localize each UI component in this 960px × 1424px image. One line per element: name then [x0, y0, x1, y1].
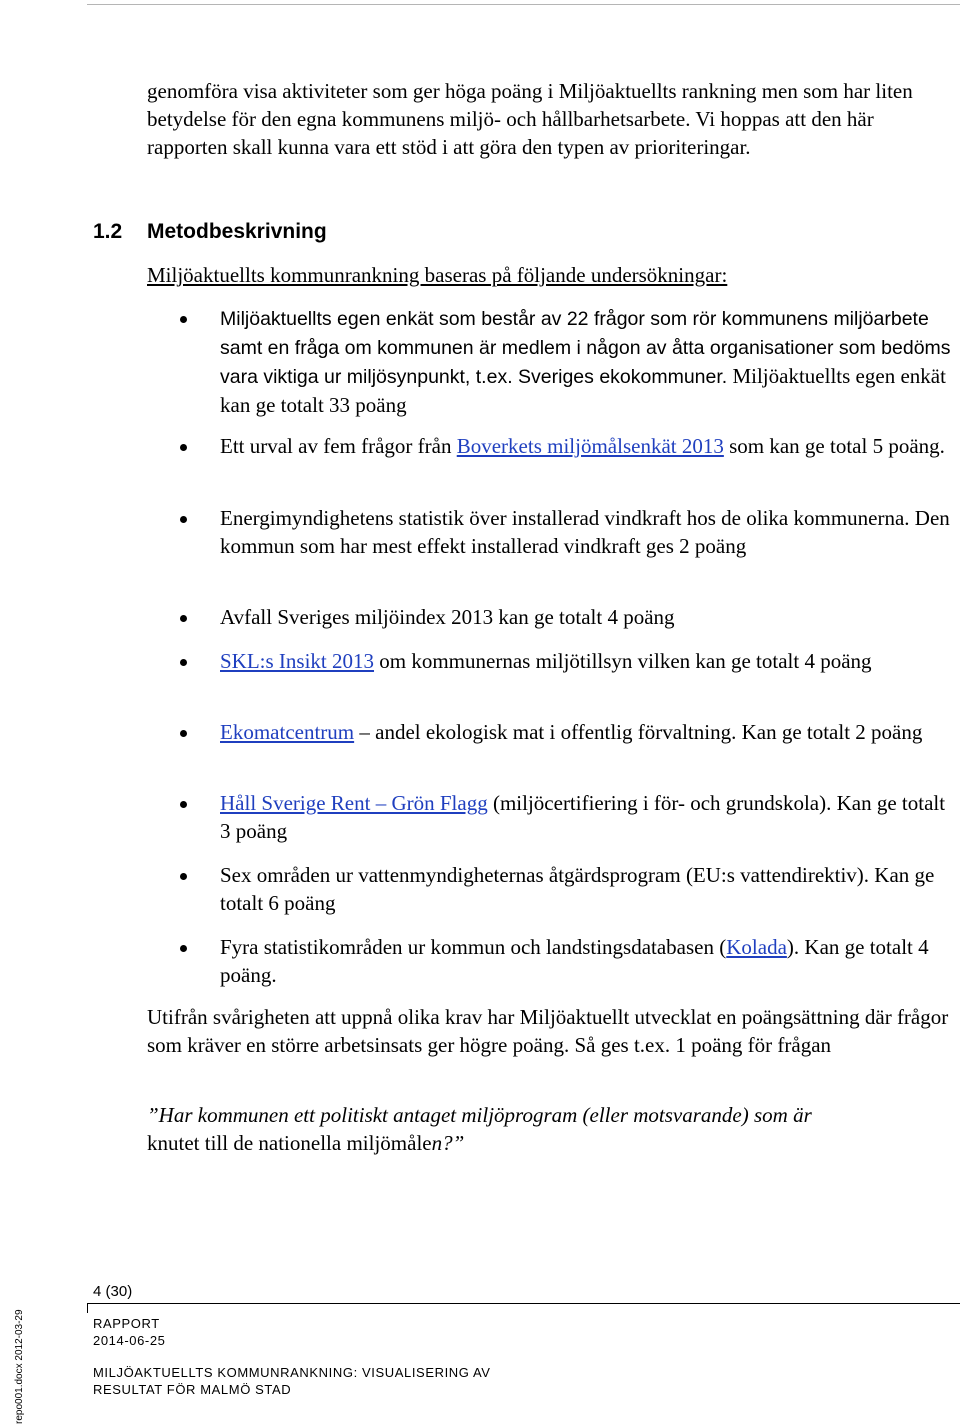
bullet-icon — [180, 873, 187, 880]
bullet-icon — [180, 945, 187, 952]
bullet-icon — [180, 316, 187, 323]
side-file-label: repo001.docx 2012-03-29 — [14, 1309, 25, 1424]
boverkets-link[interactable]: Boverkets miljömålsenkät 2013 — [456, 434, 724, 458]
list-item-text: ). Kan ge totalt 4 poäng. — [220, 935, 929, 987]
top-rule — [87, 4, 960, 5]
bullet-icon — [180, 516, 187, 523]
footer-rule-tick — [87, 1303, 88, 1313]
list-item-text: Avfall Sveriges miljöindex 2013 kan ge totalt 4 poäng — [220, 605, 675, 629]
ekomatcentrum-link[interactable]: Ekomatcentrum — [220, 720, 355, 744]
list-item-text: om kommunernas miljötillsyn vilken kan ge totalt 4 poäng — [374, 649, 872, 673]
bullet-icon — [180, 444, 187, 451]
footer-title-line1: MILJÖAKTUELLTS KOMMUNRANKNING: VISUALISERING AV — [93, 1365, 491, 1380]
list-item-sans-text: Miljöaktuellts egen enkät som består av 22 frågor som rör kommunens miljöarbete samt en fråga om kommunen är medlem i någon av åtta organisationer som bedöms vara viktiga ur miljösynpunkt, t.ex. Sveriges ekokommuner. — [220, 308, 951, 388]
list-item — [220, 933, 958, 989]
list-item — [220, 603, 958, 631]
quote-italic: ”Har kommunen ett politiskt antaget miljöprogram (eller motsvarande) som är — [147, 1103, 812, 1127]
list-item — [220, 504, 958, 560]
list-item-text: (miljöcertifiering i för- och grundskola). Kan ge totalt 3 poäng — [220, 791, 946, 843]
skl-insikt-link[interactable]: SKL:s Insikt 2013 — [220, 649, 375, 673]
section-title: Metodbeskrivning — [147, 220, 327, 243]
section-number: 1.2 — [93, 220, 123, 243]
footer-rule — [87, 1303, 960, 1304]
footer-date: 2014-06-25 — [93, 1333, 166, 1348]
list-item-text: – andel ekologisk mat i offentlig förvaltning. Kan ge totalt 2 poäng — [354, 720, 923, 744]
list-item — [220, 432, 958, 460]
bullet-icon — [180, 659, 187, 666]
list-item-text: Miljöaktuellts egen enkät kan ge totalt 33 poäng — [220, 364, 946, 417]
bullet-icon — [180, 615, 187, 622]
quote-italic-end: n?” — [431, 1131, 465, 1155]
footer-title-line2: RESULTAT FÖR MALMÖ STAD — [93, 1382, 292, 1397]
paragraph-scoring: Utifrån svårigheten att uppnå olika krav har Miljöaktuellt utvecklat en poängsättning där frågor som kräver en större arbetsinsats ger högre poäng. Så ges t.ex. 1 poäng för frågan — [147, 1005, 949, 1057]
list-item — [220, 789, 958, 845]
bullet-icon — [180, 730, 187, 737]
page-number: 4 (30) — [93, 1283, 133, 1300]
list-item — [220, 718, 958, 746]
footer-doc-type: RAPPORT — [93, 1316, 160, 1331]
section-heading — [93, 218, 327, 246]
list-item-text: Fyra statistikområden ur kommun och landstingsdatabasen ( — [220, 935, 727, 959]
list-item-text: Ett urval av fem frågor från — [220, 434, 457, 458]
question-quote — [147, 1101, 957, 1157]
quote-plain: knutet till de nationella miljömåle — [147, 1131, 432, 1155]
bullet-icon — [180, 801, 187, 808]
list-item — [220, 647, 958, 675]
list-item-text: som kan ge total 5 poäng. — [723, 434, 945, 458]
hall-sverige-rent-link[interactable]: Håll Sverige Rent – Grön Flagg — [220, 791, 488, 815]
list-item-text: Energimyndighetens statistik över installerad vindkraft hos de olika kommunerna. Den kommun som har mest effekt installerad vindkraft ges 2 poäng — [220, 506, 950, 558]
paragraph-intro: genomföra visa aktiviteter som ger höga poäng i Miljöaktuellts rankning men som har liten betydelse för den egna kommunens miljö- och hållbarhetsarbete. Vi hoppas att den här rapporten skall kunna vara ett stöd i att göra den typen av prioriteringar. — [147, 79, 913, 159]
method-intro: Miljöaktuellts kommunrankning baseras på följande undersökningar: — [147, 263, 728, 287]
kolada-link[interactable]: Kolada — [726, 935, 787, 959]
list-item — [220, 304, 958, 419]
list-item — [220, 861, 958, 917]
list-item-text: Sex områden ur vattenmyndigheternas åtgärdsprogram (EU:s vattendirektiv). Kan ge totalt 6 poäng — [220, 863, 935, 915]
